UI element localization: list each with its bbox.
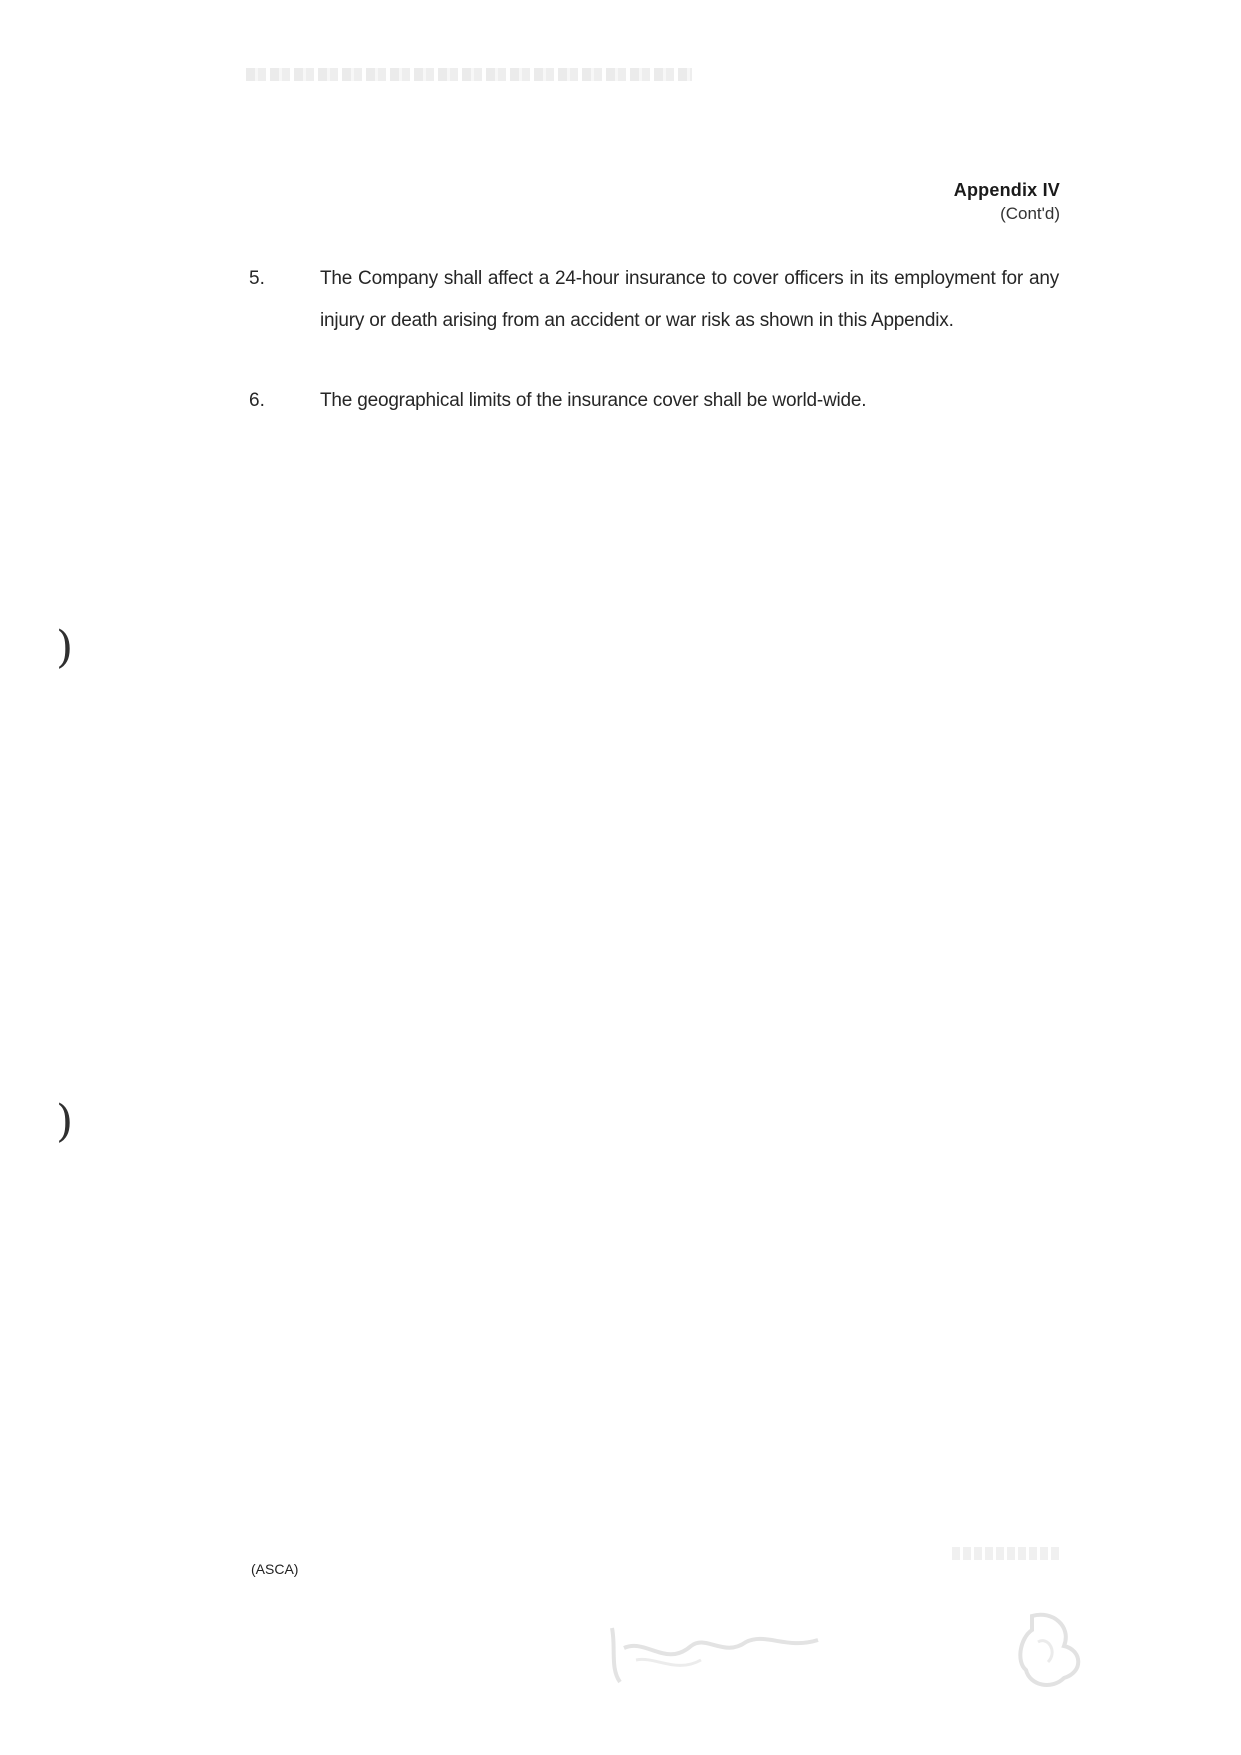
appendix-subtitle: (Cont'd) [1000,204,1060,223]
appendix-title: Appendix IV [953,180,1060,200]
clause-5 [249,258,1059,342]
clause-6 [249,380,1059,422]
clause-number: 5. [249,268,265,289]
footer-label: (ASCA) [251,1561,299,1577]
faint-footer-stamp [952,1547,1060,1560]
appendix-heading [954,178,1060,226]
faint-seal-stamp [1012,1606,1092,1696]
clause-text: The geographical limits of the insurance cover shall be world-wide. [320,390,867,411]
faint-signature-stamp [606,1598,836,1688]
clause-number: 6. [249,390,265,411]
punch-hole-mark-bottom: ) [56,1096,74,1147]
clause-text: The Company shall affect a 24-hour insurance to cover officers in its employment for any injury or death arising from an accident or war risk as shown in this Appendix. [320,268,1059,331]
faint-header-stamp [246,68,692,81]
punch-hole-mark-top: ) [56,622,74,673]
